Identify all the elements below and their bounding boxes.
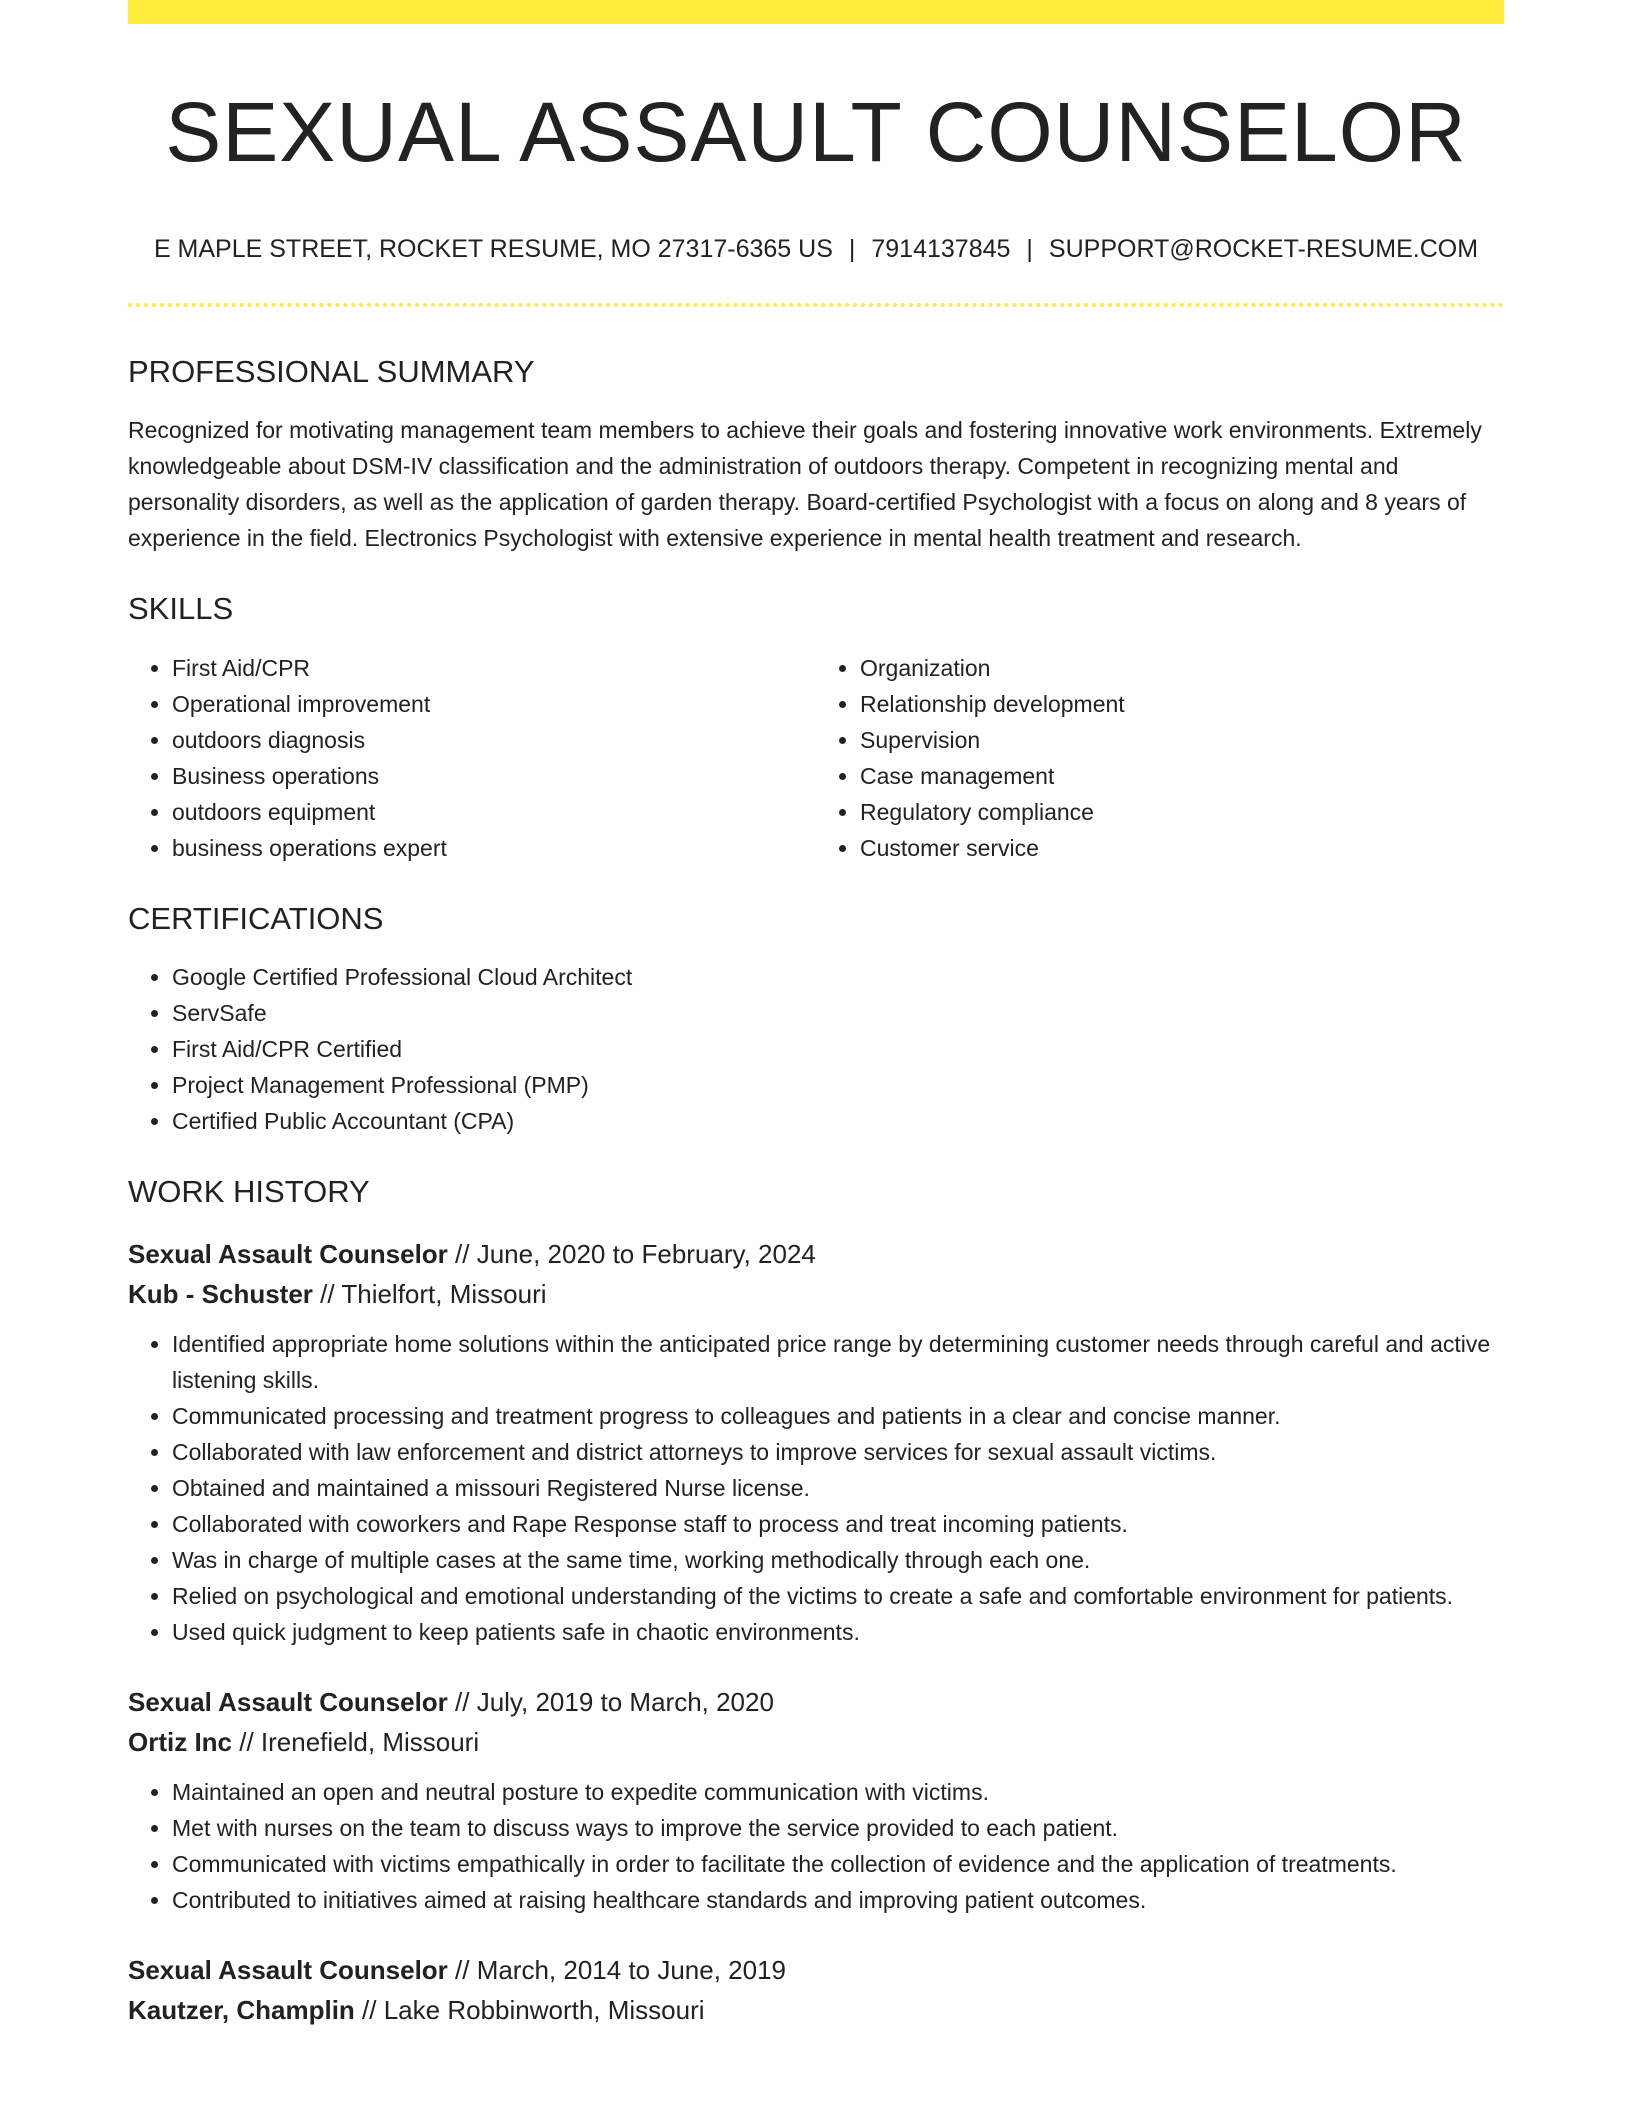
job-entry xyxy=(128,1234,1504,1650)
list-item: • ServSafe xyxy=(172,995,1504,1031)
work-history-list xyxy=(128,1234,1504,2030)
list-item: • Regulatory compliance xyxy=(860,794,1504,830)
list-item: • outdoors diagnosis xyxy=(172,722,816,758)
job-location: // Irenefield, Missouri xyxy=(232,1727,480,1758)
job-entry xyxy=(128,1950,1504,2030)
summary-text: Recognized for motivating management team members to achieve their goals and fostering innovative work environments. Extremely knowledgeable about DSM-IV classification and the administration of outdoors therapy. Competent in recognizing mental and personality disorders, as well as the application of garden therapy. Board-certified Psychologist with a focus on along and 8 years of experience in the field. Electronics Psychologist with extensive experience in mental health treatment and research. xyxy=(128,417,1482,552)
top-accent-bar xyxy=(128,0,1504,24)
list-item: • Supervision xyxy=(860,722,1504,758)
dotted-divider xyxy=(128,303,1504,307)
job-title-line xyxy=(128,1950,1504,1990)
job-company-line xyxy=(128,1722,1504,1762)
list-item: • Business operations xyxy=(172,758,816,794)
job-bullet: • Was in charge of multiple cases at the same time, working methodically through each one. xyxy=(172,1542,1504,1578)
job-location: // Lake Robbinworth, Missouri xyxy=(354,1995,705,2026)
job-bullet: • Met with nurses on the team to discuss ways to improve the service provided to each patient. xyxy=(172,1810,1504,1846)
skills-left-list xyxy=(128,650,816,866)
contact-separator: | xyxy=(1026,234,1033,263)
job-company: Kautzer, Champlin xyxy=(128,1995,355,2026)
job-title-line xyxy=(128,1682,1504,1722)
list-item: • Customer service xyxy=(860,830,1504,866)
certifications-heading: CERTIFICATIONS xyxy=(128,900,384,936)
list-item: • business operations expert xyxy=(172,830,816,866)
job-bullet: • Communicated processing and treatment progress to colleagues and patients in a clear and concise manner. xyxy=(172,1398,1504,1434)
list-item: • outdoors equipment xyxy=(172,794,816,830)
job-title-line xyxy=(128,1234,1504,1274)
summary-heading: PROFESSIONAL SUMMARY xyxy=(128,354,535,390)
skills-heading: SKILLS xyxy=(128,591,234,627)
job-bullet: • Relied on psychological and emotional understanding of the victims to create a safe and comfortable environment for patients. xyxy=(172,1578,1504,1614)
job-dates: // July, 2019 to March, 2020 xyxy=(447,1687,774,1718)
list-item: • Case management xyxy=(860,758,1504,794)
job-entry xyxy=(128,1682,1504,1918)
job-bullet: • Obtained and maintained a missouri Registered Nurse license. xyxy=(172,1470,1504,1506)
list-item: • First Aid/CPR xyxy=(172,650,816,686)
contact-line xyxy=(128,233,1504,266)
contact-address: E MAPLE STREET, ROCKET RESUME, MO 27317-6365 US xyxy=(153,234,833,263)
job-bullet: • Maintained an open and neutral posture to expedite communication with victims. xyxy=(172,1774,1504,1810)
job-dates: // June, 2020 to February, 2024 xyxy=(447,1239,816,1270)
list-item: • Operational improvement xyxy=(172,686,816,722)
skills-columns xyxy=(128,650,1504,866)
job-dates: // March, 2014 to June, 2019 xyxy=(447,1955,787,1986)
job-bullet: • Contributed to initiatives aimed at raising healthcare standards and improving patient outcomes. xyxy=(172,1882,1504,1918)
job-bullet: • Communicated with victims empathically in order to facilitate the collection of evidence and the application of treatments. xyxy=(172,1846,1504,1882)
work-history-heading: WORK HISTORY xyxy=(128,1173,370,1209)
job-company-line xyxy=(128,1274,1504,1314)
resume-page xyxy=(128,0,1504,2030)
list-item: • First Aid/CPR Certified xyxy=(172,1031,1504,1067)
job-bullet: • Identified appropriate home solutions within the anticipated price range by determining customer needs through careful and active listening skills. xyxy=(172,1326,1504,1398)
job-company: Ortiz Inc xyxy=(128,1727,233,1758)
certifications-list xyxy=(128,959,1504,1139)
job-title: Sexual Assault Counselor xyxy=(128,1687,448,1718)
job-location: // Thielfort, Missouri xyxy=(312,1279,547,1310)
job-company: Kub - Schuster xyxy=(128,1279,313,1310)
skills-right-list xyxy=(816,650,1504,866)
job-company-line xyxy=(128,1990,1504,2030)
list-item: • Certified Public Accountant (CPA) xyxy=(172,1103,1504,1139)
list-item: • Organization xyxy=(860,650,1504,686)
list-item: • Project Management Professional (PMP) xyxy=(172,1067,1504,1103)
contact-separator: | xyxy=(848,234,856,263)
job-bullets xyxy=(128,1774,1504,1918)
job-title: Sexual Assault Counselor xyxy=(128,1955,448,1986)
contact-phone: 7914137845 xyxy=(871,234,1011,263)
contact-email: SUPPORT@ROCKET-RESUME.COM xyxy=(1048,234,1479,263)
job-bullets xyxy=(128,1326,1504,1650)
resume-title: SEXUAL ASSAULT COUNSELOR xyxy=(165,85,1467,179)
list-item: • Google Certified Professional Cloud Architect xyxy=(172,959,1504,995)
job-bullet: • Collaborated with law enforcement and district attorneys to improve services for sexual assault victims. xyxy=(172,1434,1504,1470)
list-item: • Relationship development xyxy=(860,686,1504,722)
job-bullet: • Collaborated with coworkers and Rape Response staff to process and treat incoming patients. xyxy=(172,1506,1504,1542)
job-bullet: • Used quick judgment to keep patients safe in chaotic environments. xyxy=(172,1614,1504,1650)
job-title: Sexual Assault Counselor xyxy=(128,1239,448,1270)
